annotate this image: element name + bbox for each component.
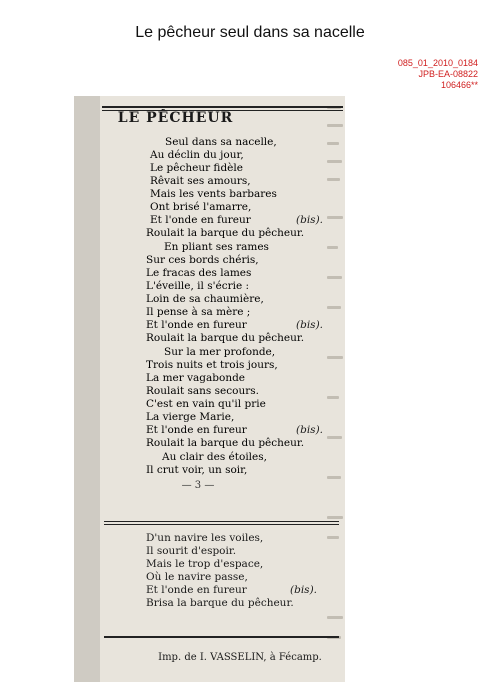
reference-codes (398, 58, 478, 91)
poem-line: D'un navire les voiles, (146, 532, 264, 544)
poem-line: Roulait la barque du pêcheur. (146, 332, 305, 344)
ref-code: 085_01_2010_0184 (397, 58, 478, 68)
poem-line: Seul dans sa nacelle, (165, 136, 277, 148)
page-number: — 3 — (181, 480, 215, 491)
poem-line: En pliant ses rames (164, 241, 269, 253)
poem-line: Roulait sans secours. (146, 385, 259, 397)
poem-line: L'éveille, il s'écrie : (146, 280, 250, 292)
bis-marker: (bis). (296, 424, 323, 436)
poem-line: Et l'onde en fureur (146, 319, 247, 331)
document-title: Le pêcheur seul dans sa nacelle (135, 24, 365, 41)
poem-line: Loin de sa chaumière, (146, 293, 264, 305)
poem-line: Ont brisé l'amarre, (150, 201, 252, 213)
poem-line: Il pense à sa mère ; (146, 306, 251, 318)
poem-line: Roulait la barque du pêcheur. (146, 227, 305, 239)
middle-rule (104, 521, 339, 522)
poem-line: Brisa la barque du pêcheur. (146, 597, 294, 609)
poem-line: Sur la mer profonde, (164, 346, 276, 358)
poem-line: Et l'onde en fureur (146, 424, 247, 436)
poem-line: Trois nuits et trois jours, (146, 359, 278, 371)
poem-line: Au déclin du jour, (150, 149, 244, 161)
poem-line: Il sourit d'espoir. (146, 545, 237, 557)
top-rule (102, 106, 343, 108)
poem-line: Au clair des étoiles, (162, 451, 267, 463)
bis-marker: (bis). (296, 214, 323, 226)
poem-title: LE PÊCHEUR (117, 110, 234, 126)
bis-marker: (bis). (290, 584, 317, 596)
printer-imprint: Imp. de I. VASSELIN, à Fécamp. (158, 652, 322, 663)
poem-line: Mais les vents barbares (150, 188, 277, 200)
poem-line: Le pêcheur fidèle (150, 162, 243, 174)
bis-marker: (bis). (296, 319, 323, 331)
ref-code: JPB-EA-08822 (418, 69, 478, 79)
poem-line: Où le navire passe, (146, 571, 248, 583)
poem-line: Il crut voir, un soir, (146, 464, 248, 476)
poem-line: Et l'onde en fureur (146, 584, 247, 596)
show-through-text (325, 96, 345, 682)
poem-line: C'est en vain qu'il prie (146, 398, 266, 410)
poem-line: Roulait la barque du pêcheur. (146, 437, 305, 449)
poem-line: Rêvait ses amours, (150, 175, 251, 187)
poem-line: La vierge Marie, (146, 411, 235, 423)
poem-line: Sur ces bords chéris, (146, 254, 259, 266)
poem-line: Mais le trop d'espace, (146, 558, 264, 570)
ref-code: 106466** (440, 80, 478, 90)
poem-line: La mer vagabonde (146, 372, 246, 384)
bottom-rule (104, 636, 339, 638)
poem-line: Et l'onde en fureur (150, 214, 251, 226)
middle-rule-thin (104, 524, 339, 525)
poem-line: Le fracas des lames (146, 267, 252, 279)
